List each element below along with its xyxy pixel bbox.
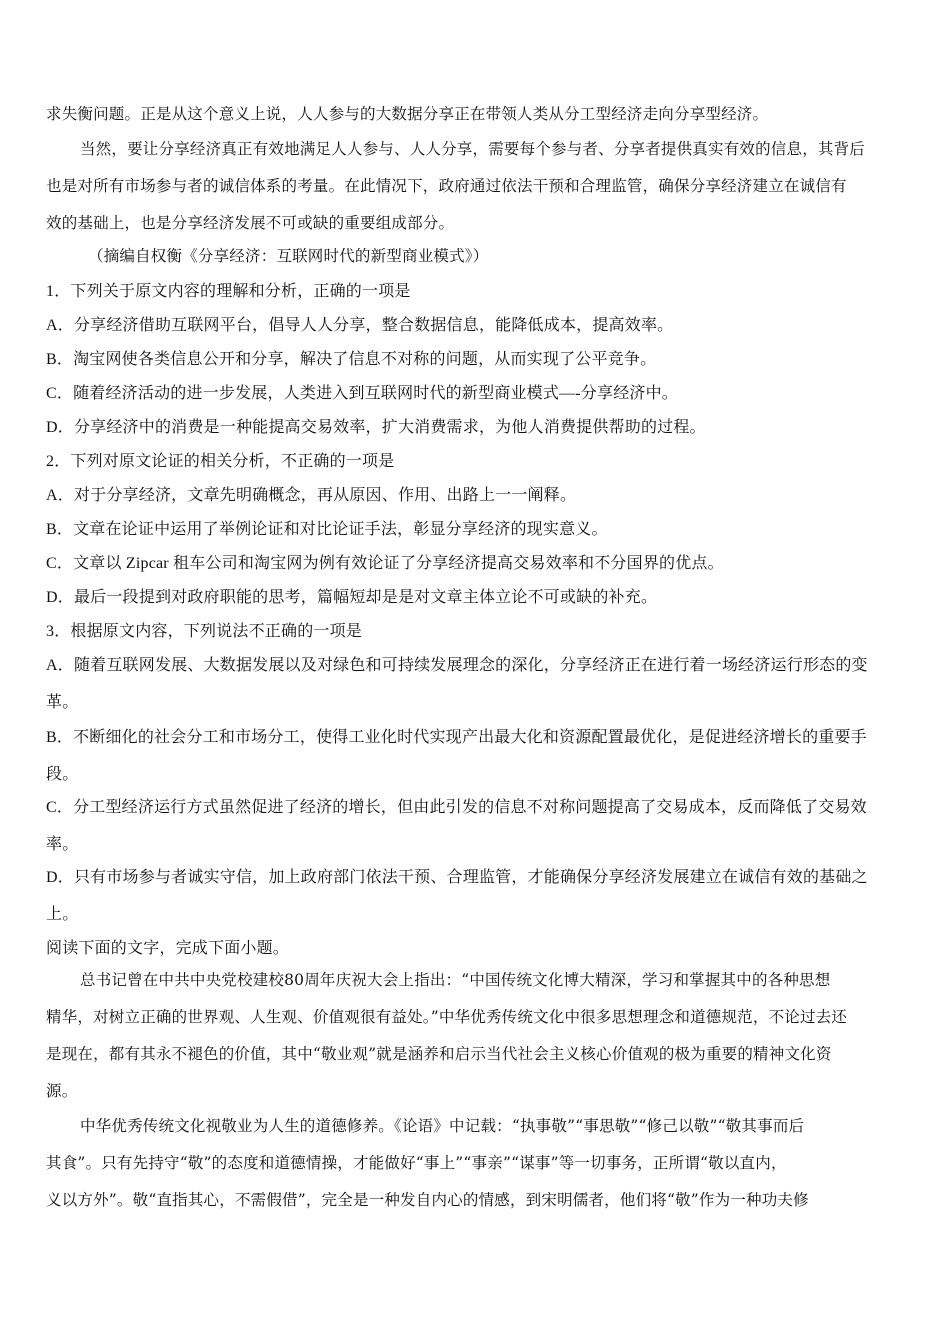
passage-line: 源。: [46, 1082, 78, 1100]
question-option: B．文章在论证中运用了举例论证和对比论证手法，彰显分享经济的现实意义。: [46, 521, 608, 538]
question-option: A．随着互联网发展、大数据发展以及对绿色和可持续发展理念的深化，分享经济正在进行着一场经济运行形态的变: [46, 657, 868, 674]
source-citation: （摘编自权衡《分享经济：互联网时代的新型商业模式》）: [88, 247, 489, 265]
question-stem: 2．下列对原文论证的相关分析，不正确的一项是: [46, 453, 395, 470]
passage-line: 义以方外”。敬“直指其心，不需假借”，完全是一种发自内心的情感，到宋明儒者，他们将“敬”作为一种功夫修: [46, 1191, 809, 1209]
passage-line: 是现在，都有其永不褪色的价值，其中“敬业观”就是涵养和启示当代社会主义核心价值观的极为重要的精神文化资: [46, 1045, 832, 1063]
question-stem: 1．下列关于原文内容的理解和分析，正确的一项是: [46, 283, 411, 300]
passage-line: 精华，对树立正确的世界观、人生观、价值观很有益处。”中华优秀传统文化中很多思想理念和道德规范，不论过去还: [46, 1008, 848, 1026]
question-option: D．最后一段提到对政府职能的思考，篇幅短却是是对文章主体立论不可或缺的补充。: [46, 589, 658, 606]
passage-line: 总书记曾在中共中央党校建校80周年庆祝大会上指出：“中国传统文化博大精深，学习和掌握其中的各种思想: [80, 971, 831, 989]
question-option: C．分工型经济运行方式虽然促进了经济的增长，但由此引发的信息不对称问题提高了交易成本，反而降低了交易效: [46, 799, 867, 816]
question-option-continued: 上。: [46, 906, 79, 923]
question-option: C．文章以 Zipcar 租车公司和淘宝网为例有效论证了分享经济提高交易效率和不分国界的优点。: [46, 555, 724, 572]
question-option: A．对于分享经济，文章先明确概念，再从原因、作用、出路上一一阐释。: [46, 487, 577, 504]
question-option: C．随着经济活动的进一步发展，人类进入到互联网时代的新型商业模式—-分享经济中。: [46, 385, 679, 402]
question-option: B．淘宝网使各类信息公开和分享，解决了信息不对称的问题，从而实现了公平竞争。: [46, 351, 657, 368]
question-stem: 3．根据原文内容，下列说法不正确的一项是: [46, 623, 363, 640]
passage-line: 其食”。只有先持守“敬”的态度和道德情操，才能做好“事上”“事亲”“谋事”等一切事务，正所谓“敬以直内，: [46, 1154, 787, 1172]
question-option: B．不断细化的社会分工和市场分工，使得工业化时代实现产出最大化和资源配置最优化，是促进经济增长的重要手: [46, 729, 867, 746]
question-option-continued: 革。: [46, 694, 79, 711]
question-option: A．分享经济借助互联网平台，倡导人人分享，整合数据信息，能降低成本，提高效率。: [46, 317, 674, 334]
question-option-continued: 率。: [46, 836, 79, 853]
passage-line: 也是对所有市场参与者的诚信体系的考量。在此情况下，政府通过依法干预和合理监管，确保分享经济建立在诚信有: [46, 177, 847, 195]
passage-line: 中华优秀传统文化视敬业为人生的道德修养。《论语》中记载：“执事敬”“事思敬”“修己以敬”“敬其事而后: [80, 1117, 805, 1135]
passage-line: 当然，要让分享经济真正有效地满足人人参与、人人分享，需要每个参与者、分享者提供真实有效的信息，其背后: [80, 140, 866, 158]
passage-line: 求失衡问题。正是从这个意义上说，人人参与的大数据分享正在带领人类从分工型经济走向分享型经济。: [46, 105, 769, 123]
question-option: D．只有市场参与者诚实守信，加上政府部门依法干预、合理监管，才能确保分享经济发展建立在诚信有效的基础之: [46, 869, 868, 886]
question-option: D．分享经济中的消费是一种能提高交易效率，扩大消费需求，为他人消费提供帮助的过程。: [46, 419, 706, 436]
passage-line: 效的基础上，也是分享经济发展不可或缺的重要组成部分。: [46, 214, 455, 232]
reading-instruction: 阅读下面的文字，完成下面小题。: [46, 940, 290, 957]
question-option-continued: 段。: [46, 766, 79, 783]
